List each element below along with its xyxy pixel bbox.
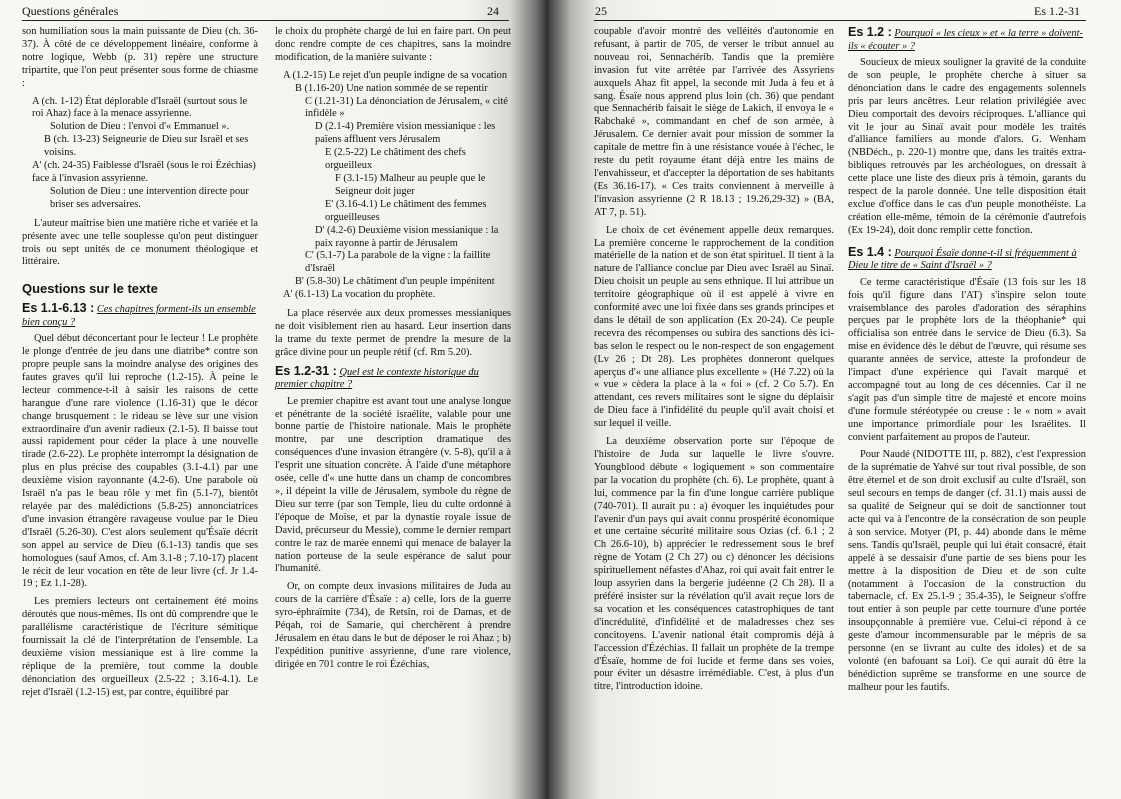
structure-item: E (2.5-22) Le châtiment des chefs orgueilleux	[325, 147, 466, 172]
paragraph: Or, on compte deux invasions militaires de Juda au cours de la carrière d'Ésaïe : a) celle, lors de la guerre syro-éphraïmite (734), de Retsîn, roi de Damas, et de Péqah, roi de Samarie, qui cherchèrent à prendre Jérusalem en étau dans le but de déposer le roi Ahaz ; b) l'expédition punitive assyrienne, d'une rare violence, dirigée en 701 contre le roi Ézéchias,	[275, 581, 511, 670]
section-title: Questions sur le texte	[22, 281, 158, 297]
structure-item: F (3.1-15) Malheur au peuple que le Seigneur doit juger	[335, 172, 486, 197]
right-column-2	[848, 26, 1086, 700]
question-title: Pourquoi Ésaïe donne-t-il si fréquemment à Dieu le titre de « Saint d'Israël » ?	[848, 247, 1077, 272]
structure-item: A (1.2-15) Le rejet d'un peuple indigne de sa vocation	[283, 69, 508, 81]
structure-item: A' (ch. 24-35) Faiblesse d'Israël (sous le roi Ézéchias) face à l'invasion assyrienne.	[32, 160, 256, 184]
chiasm-structure	[22, 96, 258, 212]
structure-item: Solution de Dieu : une intervention directe pour briser ses adversaires.	[50, 185, 249, 210]
question-ref: Es 1.1-6.13 :	[22, 301, 95, 316]
structure-item: A (ch. 1-12) État déplorable d'Israël (surtout sous le roi Ahaz) face à la menace assyrienne.	[32, 95, 248, 120]
question-title: Quel est le contexte historique du premier chapitre ?	[275, 366, 479, 391]
left-page	[0, 0, 548, 799]
right-column-1	[594, 26, 834, 699]
structure-item: A' (6.1-13) La vocation du prophète.	[283, 289, 436, 301]
paragraph: Ce terme caractéristique d'Ésaïe (13 fois sur les 18 fois qu'il figure dans l'AT) s'inspire selon toute vraisemblance des paroles d'adoration des séraphins perçues par le prophète lors de la théophanie* qui officialisa son entrée dans le service de Dieu (6.3). Sa mise en évidence dès le début de l'œuvre, qui résume ses quarante années de service, atteste la profondeur de l'impact d'une expérience qui l'avait marqué et accompagné tout au long de ces décennies. Car il ne s'agit pas d'un simple titre de majesté et encore moins d'une formule stéréotypée ou creuse : le « nom » avait une importance primordiale pour les Israélites. Il convient parfaitement au propos de l'auteur.	[848, 276, 1086, 443]
paragraph: son humiliation sous la main puissante de Dieu (ch. 36-37). À côté de ce développement linéaire, conforme à notre logique, Webb (p. 31) repère une structure tripartite, que l'on peut présenter sous forme de chiasme :	[22, 26, 258, 89]
structure-item: B' (5.8-30) Le châtiment d'un peuple impénitent	[295, 276, 495, 288]
paragraph: L'auteur maîtrise bien une matière riche et variée et la présente avec une telle souplesse qu'on peut distinguer trois ou sept unités de ce monument théologique et littéraire.	[22, 217, 258, 268]
page-number: 25	[595, 4, 607, 18]
structure-item: D' (4.2-6) Deuxième vision messianique : la paix rayonne à partir de Jérusalem	[315, 224, 499, 249]
paragraph: le choix du prophète chargé de lui en faire part. On peut donc rendre compte de ces chapitres, sans la moindre modification, de la manière suivante :	[275, 26, 511, 63]
header-rule	[594, 20, 1086, 21]
question-title: Ces chapitres forment-ils un ensemble bien conçu ?	[22, 304, 256, 328]
paragraph: Le premier chapitre est avant tout une analyse longue et pénétrante de la société israélite, valable pour une bonne partie de l'histoire nationale. Mais le prophète montre, par une description dramatique des conséquences d'une invasion étrangère (v. 5-8), qu'il a à l'esprit une situation concrète. À l'aide d'une métaphore osée, celle d'« une hutte dans un champ de concombres », il dépeint la ville de Jérusalem, symbole du règne de Dieu sur terre (par son Temple, lieu du culte ordonné à l'époque de Moïse, et par la dynastie royale issue de David, précurseur du Messie), comme le dernier rempart contre le raz de marée ennemi qui menace de balayer la nation porteuse de la seule espérance de salut pour l'humanité.	[275, 395, 511, 575]
question-heading	[848, 246, 1086, 273]
left-column-1	[22, 26, 258, 705]
question-ref: Es 1.2 :	[848, 25, 892, 39]
chiasm-structure	[275, 70, 511, 302]
paragraph: Soucieux de mieux souligner la gravité de la conduite de son peuple, le prophète cherche à situer sa dénonciation dans le cadre des engagements solennels pris par leurs ancêtres. Leur relation privilégiée avec Dieu comportait des devoirs réciproques. L'alliance qui vit le jour au Sinaï avait pour modèle les traités d'alliance familiers au monde d'alors. G. Wenham (NBDéch., p. 220-1) montre que, dans les traités extra-bibliques retrouvés par les archéologues, on dressait à cette place une liste des dieux pris à témoin, garants du respect de la parole donnée. Une telle disposition était exclue d'office dans le cas d'un peuple monothéiste. La création elle-même, témoin de la cérémonie d'autrefois (Ex 19-24), doit donc remplir cette fonction.	[848, 57, 1086, 236]
question-ref: Es 1.2-31 :	[275, 363, 337, 378]
running-title: Es 1.2-31	[1034, 4, 1080, 18]
right-page	[548, 0, 1121, 799]
header-rule	[22, 20, 509, 21]
structure-item: C' (5.1-7) La parabole de la vigne : la faillite d'Israël	[305, 250, 491, 275]
structure-item: B (1.16-20) Une nation sommée de se repentir	[295, 82, 488, 94]
structure-item: C (1.21-31) La dénonciation de Jérusalem, « cité infidèle »	[305, 95, 508, 120]
question-heading	[22, 302, 258, 329]
page-number: 24	[487, 4, 499, 18]
structure-item: B (ch. 13-23) Seigneurie de Dieu sur Israël et ses voisins.	[44, 134, 249, 159]
paragraph: coupable d'avoir montré des velléités d'autonomie en refusant, à partir de 705, de verser le tribut annuel au nouveau roi, Sennachérib. Tandis que la première invasion fut vite arrêtée par l'arrivée des Assyriens auxquels Ahaz fit appel, la seconde mit Juda à feu et à sang. Ésaïe nous apprend plus loin (ch. 36) que pendant que Sennachérib faisait le siège de Lakich, il envoya le « Rabchaké », commandant en chef de son armée, à Jérusalem. Ce dernier avait pour mission de sommer la capitale de mettre fin à une résistance vouée à l'échec, le reste du petit royaume étant déjà entre les mains de l'envahisseur, et d'accepter la déportation de ses habitants (Es 36.16-17). « Ces traits conviennent à merveille à l'invasion assyrienne (2 R 18.13 ; 19.26,29-32) » (BA, AT 7, p. 51).	[594, 26, 834, 218]
paragraph: Le choix de cet événement appelle deux remarques. La première concerne le rapprochement de la condition matérielle de la nation et de son état spirituel. Il tient à la nature de l'alliance conclue par Dieu avec Israël au Sinaï. Dieu choisit un peuple au sens ethnique. Il lui attribue un territoire géographique où il est appelé à vivre en conformité avec une loi fixée dans ses grands principes et dans le détail de son application (Ex 20-24). Ce peuple recevra des récompenses ou subira des sanctions dès ici-bas selon le respect ou le non-respect de son engagement (Lv 26 ; Dt 28). Les prophètes donneront quelques aperçus d'« une alliance plus excellente » (Hé 7.22) où la « vue » cèdera la place à la « foi » (cf. 2 Co 5.7). En attendant, ces revers militaires sont le signe du déplaisir de Dieu face à l'infidélité du peuple qu'il avait choisi et sur lequel il veille.	[594, 224, 834, 430]
paragraph: La deuxième observation porte sur l'époque de l'histoire de Juda sur laquelle le livre s'ouvre. Youngblood débute « logiquement » son commentaire par la vocation du prophète (ch. 6). Le prophète, quant à lui, commence par la fin d'une longue carrière publique (740-701). Il aurait pu : a) évoquer les inquiétudes pour l'avenir d'un pays qui avait connu prospérité économique et une certaine sécurité militaire sous Ozias (cf. 6.1 ; 2 Ch 26.6-10), b) apprécier le redressement sous le bref règne de Yotam (2 Ch 27) ou c) dénoncer les décisions spirituellement néfastes d'Ahaz, roi qui avait fait entrer le loup assyrien dans la bergerie judéenne (2 Ch 28). Il a préféré insister sur la révélation qu'il avait reçue lors de sa vocation et les conséquences catastrophiques de tant d'incrédulité, d'infidélité et de maladresses chez ses concitoyens. L'avenir national était compromis déjà à l'accession d'Ézéchias. Il fallait un prophète de la trempe d'Ésaïe, homme de foi lucide et ferme dans ses voies, pour éviter un désastre irrémédiable. C'est, à plus d'un titre, l'introduction idoine.	[594, 436, 834, 693]
paragraph: Quel début déconcertant pour le lecteur ! Le prophète le plonge d'entrée de jeu dans une diatribe* contre son propre peuple sans la moindre analyse des origines des fautes graves qu'il lui reproche (1.2-15). À peine le lecteur commence-t-il à saisir les raisons de cette harangue d'une rare violence (1.16-31) que le décor change brusquement : le rideau se lève sur une vision extraordinaire d'un avenir radieux (2.1-5). Il baisse tout aussi rapidement pour céder la place à une nouvelle tirade (2.6-22). Le prophète interrompt la désignation de plus en plus précise des coupables (3.1-4.1) par une deuxième vision rayonnante (4.2-6). Une parabole où Israël n'a pas le beau rôle y met fin (5.1-7), bientôt relayée par des malédictions (5.8-25) annonciatrices d'une invasion étrangère ravageuse voulue par le Dieu d'Israël (5.26-30). C'est alors seulement qu'Ésaïe décrit son appel au service de Dieu (6.1-13) tandis que ses homologues (sauf Amos, cf. Am 3.1-8 ; 7.10-17) placent le récit de leur vocation en tête de leur livre (cf. Jr 1.4-19 ; Ez 1.1-28).	[22, 333, 258, 590]
paragraph: La place réservée aux deux promesses messianiques ne doit visiblement rien au hasard. Leur insertion dans la trame du texte permet de prendre la mesure de la grâce divine pour un peuple rétif (cf. Rm 5.20).	[275, 308, 511, 358]
paragraph: Les premiers lecteurs ont certainement été moins déroutés que nous-mêmes. Ils ont dû comprendre que le parallélisme caractéristique de l'écriture sémitique fournissait la clé de l'interprétation de l'ensemble. La deuxième vision messianique est à lire comme la réplique de la première, tout comme la double dénonciation des orgueilleux (2.5-22 ; 3.16-4.1). Le rejet d'Israël (1.2-15) est, par contre, équilibré par	[22, 596, 258, 698]
question-heading	[848, 26, 1086, 53]
question-ref: Es 1.4 :	[848, 244, 892, 259]
question-heading	[275, 365, 511, 392]
structure-item: Solution de Dieu : l'envoi d'« Emmanuel ».	[50, 121, 230, 133]
structure-item: E' (3.16-4.1) Le châtiment des femmes orgueilleuses	[325, 198, 487, 223]
question-title: Pourquoi « les cieux » et « la terre » doivent-ils « écouter » ?	[848, 28, 1083, 52]
paragraph: Pour Naudé (NIDOTTE III, p. 882), c'est l'expression de la suprématie de Yahvé sur tout rival possible, de son être éternel et de son droit exclusif au culte d'Israël, son seul secours en temps de danger (cf. 31.1) mais aussi de sa qualité de Seigneur qui se doit de sanctionner tout acte qui va à l'encontre de la consécration de son peuple à son service. Motyer (PI, p. 44) abonde dans le même sens. Tandis qu'Israël, peuple qui lui était consacré, était appelé à se dessaisir d'une partie de ses biens pour les mettre à la disposition de Dieu et de son culte (notamment à l'occasion de la construction du tabernacle, cf. Ex 25.1-9 ; 35.4-35), le Seigneur s'offre tout entier à son peuple par cette tournure d'une portée insoupçonnable à première vue. Celui-ci répond à ce geste d'amour incommensurable par le mépris de sa personne (en se livrant au culte des idoles) et de sa volonté (en bafouant sa Loi). Ce qui aurait dû être la bénédiction suprême se transforme en une source de malheur pour les fautifs.	[848, 449, 1086, 693]
structure-item: D (2.1-4) Première vision messianique : les païens affluent vers Jérusalem	[315, 121, 496, 146]
left-column-2	[275, 26, 511, 677]
running-title: Questions générales	[22, 4, 119, 18]
